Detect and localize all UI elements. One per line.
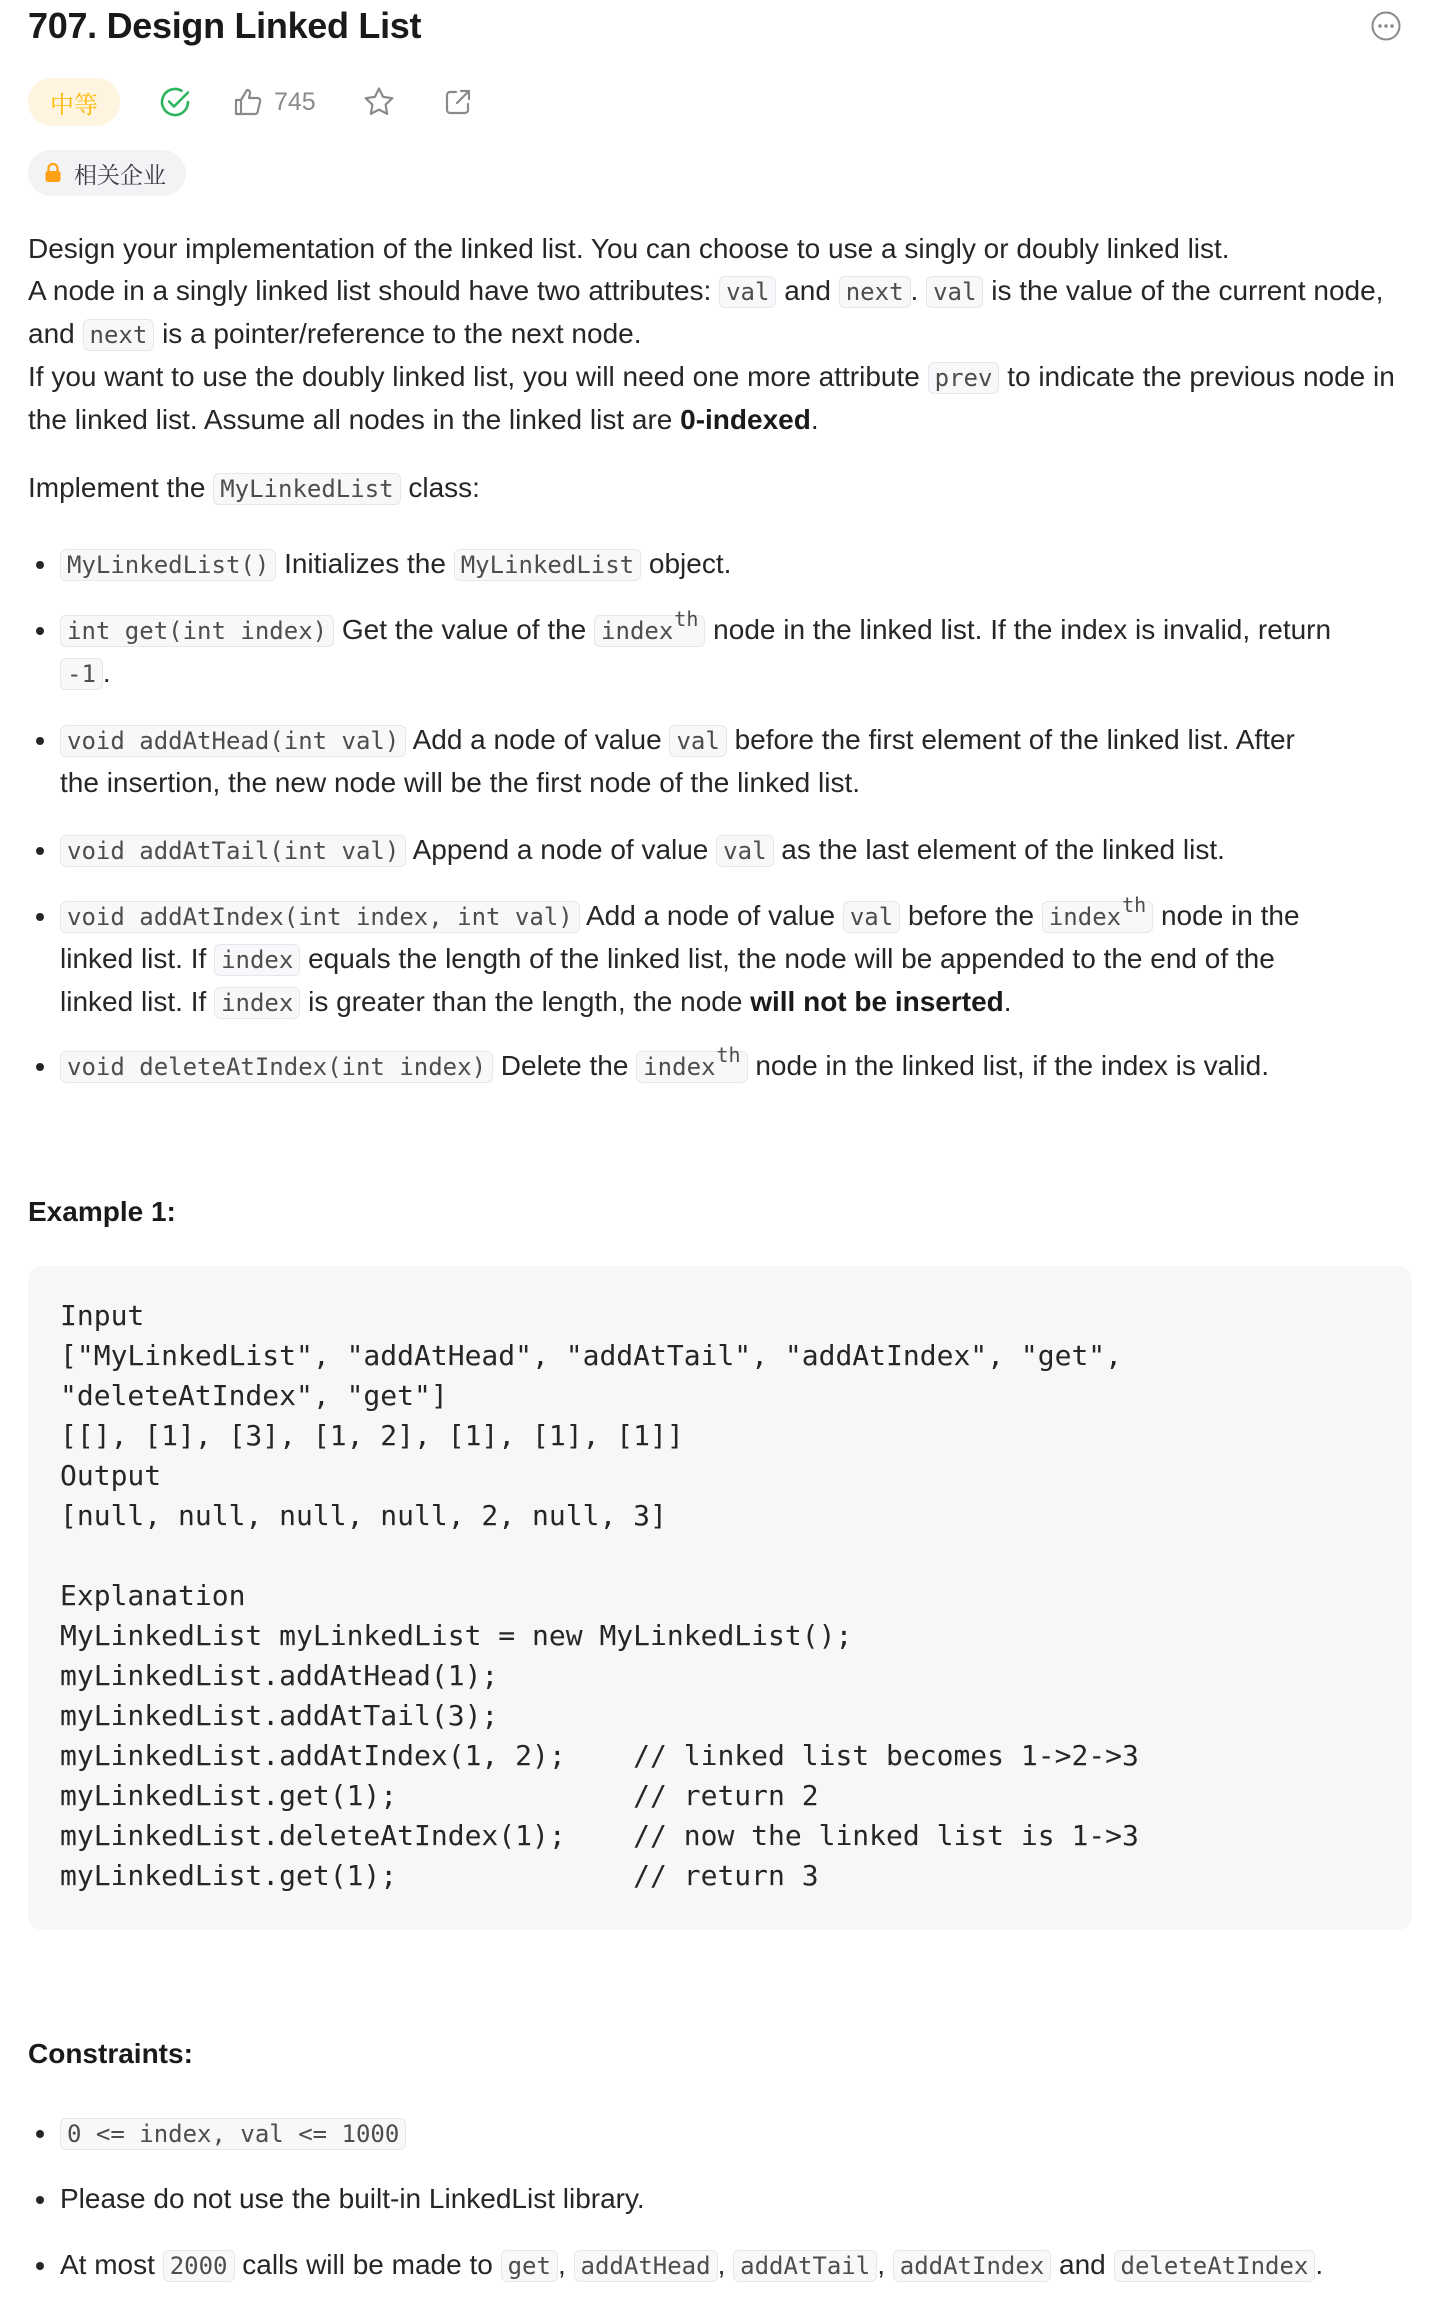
inline-code: MyLinkedList (213, 473, 400, 505)
inline-code: val (719, 276, 776, 308)
description-paragraph: A node in a singly linked list should have two attributes: val and next . val is the value of the current node, and next is a pointer/reference to the next node. (28, 275, 1384, 349)
list-item: void addAtHead(int val) Add a node of value val before the first element of the linked list. After the insertion, the new node will be the first node of the linked list. (60, 719, 1380, 804)
example-code: Input ["MyLinkedList", "addAtHead", "addAtTail", "addAtIndex", "get", "deleteAtIndex", "get"] [[], [1], [3], [1, 2], [1], [1], [1]] Output [null, null, null, null, 2, null, 3] Explanation MyLinkedList myLinkedList = new MyLinkedList(); myLinkedList.addAtHead(1); myLinkedList.addAtTail(3); myLinkedList.addAtIndex(1, 2); // linked list becomes 1->2->3 myLinkedList.get(1); // return 2 myLinkedList.deleteAtIndex(1); // now the linked list is 1->3 myLinkedList.get(1); // return 3 (60, 1299, 1139, 1892)
example-code-block (28, 1266, 1412, 1930)
constraints-heading: Constraints: (28, 2038, 193, 2069)
description-paragraph: Design your implementation of the linked list. You can choose to use a singly or doubly linked list. (28, 233, 1230, 264)
list-item: int get(int index) Get the value of the index$^{th}$ node in the linked list. If the index is invalid, return -1 . (60, 609, 1380, 695)
share-icon (442, 86, 474, 118)
difficulty-badge: 中等 (28, 78, 120, 126)
problem-toolbar (28, 78, 474, 126)
inline-code: next (839, 276, 911, 308)
star-icon (362, 85, 396, 119)
inline-code: next (83, 319, 155, 351)
list-item: MyLinkedList() Initializes the MyLinkedList object. (60, 543, 1380, 586)
inline-code: val (926, 276, 983, 308)
list-item: 0 <= index, val <= 1000 (60, 2112, 1380, 2155)
more-icon (1370, 10, 1402, 42)
list-item: void addAtTail(int val) Append a node of value val as the last element of the linked list. (60, 829, 1380, 872)
example-heading: Example 1: (28, 1196, 176, 1227)
related-companies-label: 相关企业 (74, 161, 166, 188)
list-item: At most 2000 calls will be made to get , addAtHead , addAtTail , addAtIndex and deleteAtIndex . (60, 2244, 1380, 2287)
list-item: void deleteAtIndex(int index) Delete the index$^{th}$ node in the linked list, if the index is valid. (60, 1045, 1380, 1088)
like-button[interactable] (232, 86, 316, 118)
description-paragraph: If you want to use the doubly linked list, you will need one more attribute prev to indicate the previous node in the linked list. Assume all nodes in the linked list are 0-indexed. (28, 361, 1395, 435)
problem-description (28, 228, 1398, 510)
lock-icon (44, 162, 62, 184)
list-item: Please do not use the built-in LinkedList library. (60, 2178, 1380, 2220)
favorite-button[interactable] (362, 85, 396, 119)
list-item: void addAtIndex(int index, int val) Add a node of value val before the index$^{th}$ node in the linked list. If index equals the length of the linked list, the node will be appended to the end of the linked list. If index is greater than the length, the node will not be inserted. (60, 895, 1380, 1024)
bold-text: 0-indexed (680, 404, 811, 435)
accepted-status (158, 85, 192, 119)
accepted-check-icon (158, 85, 192, 119)
thumbs-up-icon (232, 86, 264, 118)
description-paragraph: Implement the MyLinkedList class: (28, 472, 480, 503)
problem-title: 707. Design Linked List (28, 5, 422, 46)
inline-code: prev (928, 362, 1000, 394)
like-count: 745 (274, 87, 316, 116)
related-companies-tag[interactable] (28, 150, 186, 196)
more-options-button[interactable] (1370, 10, 1402, 42)
share-button[interactable] (442, 86, 474, 118)
